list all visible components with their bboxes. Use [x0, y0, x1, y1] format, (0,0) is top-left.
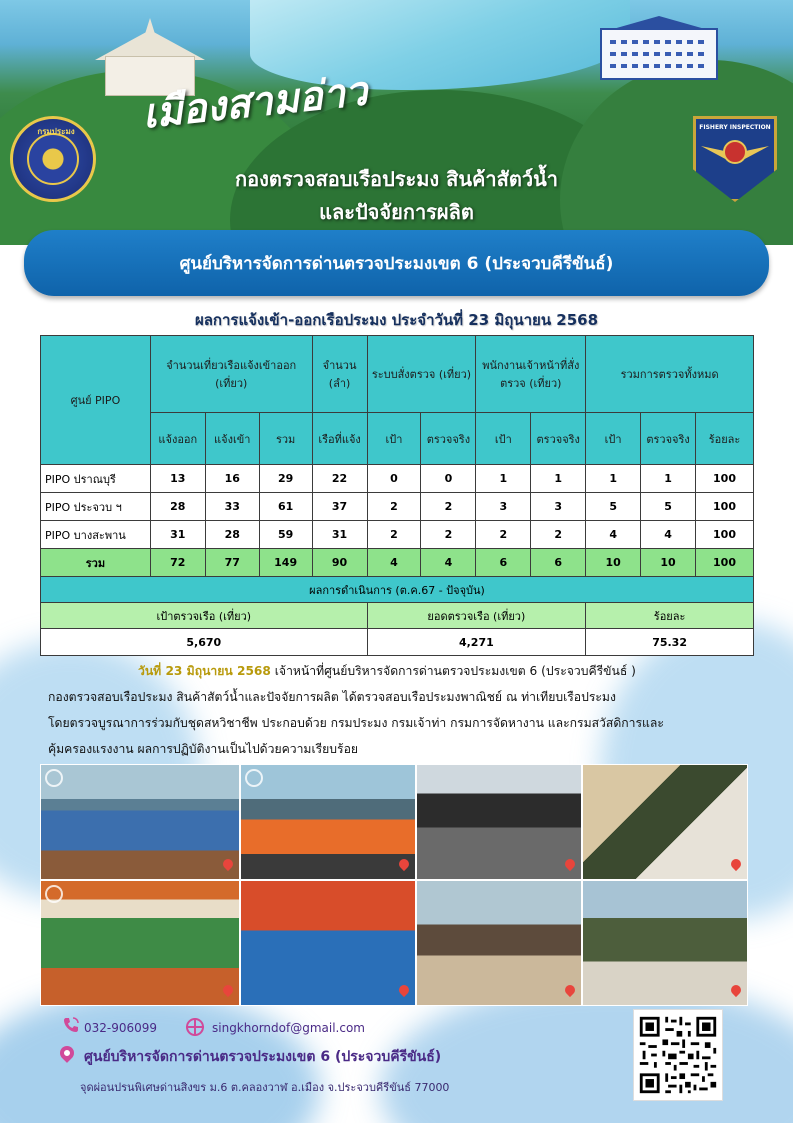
performance-title: ผลการดำเนินการ (ต.ค.67 - ปัจจุบัน)	[41, 577, 754, 603]
total-cell: 10	[641, 549, 696, 577]
row-name: PIPO ประจวบ ฯ	[41, 493, 151, 521]
cell: 37	[312, 493, 367, 521]
header-center: ศูนย์ PIPO	[41, 336, 151, 465]
cell: 29	[259, 465, 312, 493]
cell: 22	[312, 465, 367, 493]
photo-collage	[40, 764, 748, 1006]
vessel-report-table	[40, 335, 754, 656]
cell: 1	[476, 465, 531, 493]
center-name: ศูนย์บริหารจัดการด่านตรวจประมงเขต 6 (ประจวบคีรีขันธ์)	[84, 1049, 442, 1065]
cell: 4	[641, 521, 696, 549]
photo-boat-inspection	[416, 764, 582, 880]
subheader-system-target: เป้า	[367, 413, 421, 465]
cell: 3	[476, 493, 531, 521]
cell: 28	[205, 521, 259, 549]
total-cell: 4	[367, 549, 421, 577]
cell: 2	[367, 493, 421, 521]
summary-paragraph: วันที่ 23 มิถุนายน 2568 เจ้าหน้าที่ศูนย์บริหารจัดการด่านตรวจประมงเขต 6 (ประจวบคีรีขันธ์ ) กองตรวจสอบเรือประมง สินค้าสัตว์น้ำและปัจจัยการผลิต ได้ตรวจสอบเรือประมงพาณิชย์ ณ ท่าเทียบเรือประมง โดยตรวจบูรณาการร่วมกับชุดสหวิชาชีพ ประกอบด้วย กรมประมง กรมเจ้าท่า กรมการจัดหางาน และกรมสวัสดิการและ คุ้มครองแรงงาน ผลการปฏิบัติงานเป็นไปด้วยความเรียบร้อย	[48, 664, 664, 756]
performance-actual-value: 4,271	[367, 629, 586, 656]
cell: 33	[205, 493, 259, 521]
subheader-officer-actual: ตรวจจริง	[531, 413, 586, 465]
cell: 4	[586, 521, 641, 549]
report-date: วันที่ 23 มิถุนายน 2568	[138, 664, 271, 678]
cell: 1	[531, 465, 586, 493]
department-title-line1: กองตรวจสอบเรือประมง สินค้าสัตว์น้ำ	[235, 167, 558, 191]
cell: 2	[476, 521, 531, 549]
total-label: รวม	[41, 549, 151, 577]
cell: 2	[421, 521, 476, 549]
cell: 5	[586, 493, 641, 521]
total-row	[41, 549, 754, 577]
cell: 28	[150, 493, 205, 521]
globe-icon	[186, 1018, 204, 1036]
table-row	[41, 465, 754, 493]
header-total: รวมการตรวจทั้งหมด	[586, 336, 754, 413]
cell: 3	[531, 493, 586, 521]
subheader-total-percent: ร้อยละ	[696, 413, 754, 465]
row-name: PIPO ปราณบุรี	[41, 465, 151, 493]
photo-crew-lifejackets	[240, 764, 416, 880]
center-ribbon-title: ศูนย์บริหารจัดการด่านตรวจประมงเขต 6 (ประจวบคีรีขันธ์)	[24, 230, 769, 296]
cell: 100	[696, 493, 754, 521]
address: จุดผ่อนปรนพิเศษด่านสิงขร ม.6 ต.คลองวาฬ อ.เมือง จ.ประจวบคีรีขันธ์ 77000	[80, 1081, 450, 1094]
cell: 100	[696, 465, 754, 493]
performance-actual-label: ยอดตรวจเรือ (เที่ยว)	[367, 603, 586, 629]
table-row	[41, 521, 754, 549]
subheader-officer-target: เป้า	[476, 413, 531, 465]
cell: 2	[367, 521, 421, 549]
phone-icon	[62, 1016, 80, 1034]
cell: 31	[150, 521, 205, 549]
photo-fishing-boat	[40, 764, 240, 880]
cell: 59	[259, 521, 312, 549]
city-script-title: เมืองสามอ่าว	[140, 67, 370, 138]
cell: 2	[421, 493, 476, 521]
fishery-inspection-emblem: FISHERY INSPECTION	[693, 116, 777, 202]
header-boats: จำนวน (ลำ)	[312, 336, 367, 413]
subheader-total-actual: ตรวจจริง	[641, 413, 696, 465]
cell: 100	[696, 521, 754, 549]
total-cell: 149	[259, 549, 312, 577]
header-system: ระบบสั่งตรวจ (เที่ยว)	[367, 336, 476, 413]
header-officer: พนักงานเจ้าหน้าที่สั่งตรวจ (เที่ยว)	[476, 336, 586, 413]
total-cell: 6	[476, 549, 531, 577]
subheader-in: แจ้งเข้า	[205, 413, 259, 465]
cell: 0	[367, 465, 421, 493]
subheader-total-target: เป้า	[586, 413, 641, 465]
email-address[interactable]: singkhorndof@gmail.com	[212, 1021, 365, 1035]
performance-target-label: เป้าตรวจเรือ (เที่ยว)	[41, 603, 368, 629]
total-cell: 90	[312, 549, 367, 577]
total-cell: 4	[421, 549, 476, 577]
header-trips: จำนวนเที่ยวเรือแจ้งเข้าออก (เที่ยว)	[150, 336, 312, 413]
cell: 13	[150, 465, 205, 493]
cell: 5	[641, 493, 696, 521]
performance-percent-value: 75.32	[586, 629, 754, 656]
table-row	[41, 493, 754, 521]
department-title-line2: และปัจจัยการผลิต	[319, 200, 474, 224]
total-cell: 10	[586, 549, 641, 577]
cell: 1	[586, 465, 641, 493]
total-cell: 6	[531, 549, 586, 577]
photo-pier-checkpoint	[416, 880, 582, 1006]
subheader-sum: รวม	[259, 413, 312, 465]
photo-officers-documents	[582, 764, 748, 880]
performance-target-value: 5,670	[41, 629, 368, 656]
cell: 61	[259, 493, 312, 521]
qr-code[interactable]	[634, 1010, 722, 1100]
department-of-fisheries-logo: กรมประมง	[10, 116, 96, 202]
total-cell: 72	[150, 549, 205, 577]
performance-percent-label: ร้อยละ	[586, 603, 754, 629]
photo-labor-interview	[582, 880, 748, 1006]
row-name: PIPO บางสะพาน	[41, 521, 151, 549]
hotel-building-illustration	[600, 28, 718, 80]
subheader-out: แจ้งออก	[150, 413, 205, 465]
cell: 2	[531, 521, 586, 549]
report-title: ผลการแจ้งเข้า-ออกเรือประมง ประจำวันที่ 23 มิถุนายน 2568	[194, 311, 599, 329]
phone-number[interactable]: 032-906099	[84, 1021, 158, 1035]
photo-catch-basket	[240, 880, 416, 1006]
subheader-system-actual: ตรวจจริง	[421, 413, 476, 465]
cell: 0	[421, 465, 476, 493]
total-cell: 77	[205, 549, 259, 577]
photo-fish-hold	[40, 880, 240, 1006]
header-banner	[0, 0, 793, 245]
total-cell: 100	[696, 549, 754, 577]
subheader-boats: เรือที่แจ้ง	[312, 413, 367, 465]
cell: 16	[205, 465, 259, 493]
cell: 31	[312, 521, 367, 549]
cell: 1	[641, 465, 696, 493]
